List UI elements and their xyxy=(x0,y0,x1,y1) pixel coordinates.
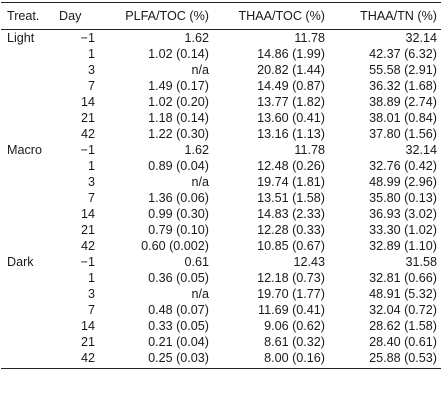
header-day: Day xyxy=(59,9,82,23)
cell-treat: Macro xyxy=(7,143,42,157)
cell-day: 1 xyxy=(87,271,95,285)
table-row xyxy=(1,142,441,158)
table-row xyxy=(1,78,441,94)
cell-day: 1 xyxy=(87,159,95,173)
cell-day: −1 xyxy=(80,143,95,157)
cell-day: 42 xyxy=(80,351,95,365)
cell-plfa-toc: 1.62 xyxy=(184,31,209,45)
table-row xyxy=(1,350,441,369)
cell-treat xyxy=(1,286,55,302)
cell-thaa-tn: 32.89 (1.10) xyxy=(369,239,437,253)
cell-plfa-toc: 0.21 (0.04) xyxy=(148,335,209,349)
cell-thaa-tn: 28.62 (1.58) xyxy=(369,319,437,333)
cell-thaa-tn: 48.99 (2.96) xyxy=(369,175,437,189)
cell-treat xyxy=(1,302,55,318)
table-row xyxy=(1,206,441,222)
cell-plfa-toc: 1.49 (0.17) xyxy=(148,79,209,93)
table-row xyxy=(1,254,441,270)
cell-day: 21 xyxy=(80,223,95,237)
cell-thaa-toc: 11.78 xyxy=(294,143,325,157)
cell-plfa-toc: 1.02 (0.20) xyxy=(148,95,209,109)
cell-plfa-toc: 1.22 (0.30) xyxy=(148,127,209,141)
cell-thaa-toc: 12.43 xyxy=(293,255,325,269)
cell-treat xyxy=(1,46,55,62)
cell-plfa-toc: 0.25 (0.03) xyxy=(148,351,209,365)
cell-treat xyxy=(1,190,55,206)
table-body xyxy=(1,30,441,369)
cell-plfa-toc: 0.48 (0.07) xyxy=(148,303,209,317)
table-row xyxy=(1,318,441,334)
table-row xyxy=(1,46,441,62)
cell-plfa-toc: 1.62 xyxy=(184,143,209,157)
cell-thaa-tn: 32.14 xyxy=(405,143,437,157)
table-row xyxy=(1,286,441,302)
cell-plfa-toc: 0.99 (0.30) xyxy=(148,207,209,221)
cell-thaa-toc: 8.00 (0.16) xyxy=(264,351,325,365)
cell-plfa-toc: 0.89 (0.04) xyxy=(148,159,209,173)
cell-thaa-toc: 12.18 (0.73) xyxy=(257,271,325,285)
cell-thaa-toc: 13.51 (1.58) xyxy=(257,191,325,205)
cell-thaa-toc: 12.48 (0.26) xyxy=(257,159,325,173)
cell-day: 42 xyxy=(80,239,95,253)
table-row xyxy=(1,270,441,286)
cell-thaa-tn: 35.80 (0.13) xyxy=(369,191,437,205)
cell-treat xyxy=(1,206,55,222)
cell-thaa-tn: 36.32 (1.68) xyxy=(369,79,437,93)
cell-day: 21 xyxy=(80,335,95,349)
cell-plfa-toc: n/a xyxy=(191,63,209,77)
bottom-rule-row xyxy=(1,369,441,370)
cell-thaa-tn: 28.40 (0.61) xyxy=(369,335,437,349)
cell-thaa-toc: 13.16 (1.13) xyxy=(257,127,325,141)
cell-treat xyxy=(1,318,55,334)
cell-day: 14 xyxy=(80,319,95,333)
bottom-rule xyxy=(1,369,441,370)
header-treat: Treat. xyxy=(7,9,40,23)
cell-plfa-toc: 1.18 (0.14) xyxy=(148,111,209,125)
cell-plfa-toc: 0.79 (0.10) xyxy=(148,223,209,237)
cell-treat xyxy=(1,174,55,190)
cell-day: 3 xyxy=(87,287,95,301)
table-row xyxy=(1,126,441,142)
cell-plfa-toc: 1.02 (0.14) xyxy=(148,47,209,61)
cell-day: 7 xyxy=(87,79,95,93)
cell-day: 3 xyxy=(87,175,95,189)
header-thaa-tn: THAA/TN (%) xyxy=(360,9,437,23)
cell-thaa-toc: 14.86 (1.99) xyxy=(257,47,325,61)
cell-treat xyxy=(1,62,55,78)
cell-thaa-toc: 14.83 (2.33) xyxy=(257,207,325,221)
table-row xyxy=(1,302,441,318)
cell-treat xyxy=(1,126,55,142)
cell-plfa-toc: n/a xyxy=(191,175,209,189)
table-row xyxy=(1,222,441,238)
cell-day: −1 xyxy=(80,255,95,269)
cell-treat xyxy=(1,350,55,369)
cell-thaa-toc: 13.77 (1.82) xyxy=(257,95,325,109)
table-row xyxy=(1,334,441,350)
cell-day: −1 xyxy=(80,31,95,45)
cell-thaa-tn: 38.01 (0.84) xyxy=(369,111,437,125)
cell-thaa-toc: 20.82 (1.44) xyxy=(257,63,325,77)
cell-day: 14 xyxy=(80,207,95,221)
table-row xyxy=(1,158,441,174)
cell-thaa-tn: 25.88 (0.53) xyxy=(369,351,437,365)
cell-thaa-tn: 32.76 (0.42) xyxy=(369,159,437,173)
cell-thaa-toc: 19.74 (1.81) xyxy=(257,175,325,189)
cell-plfa-toc: n/a xyxy=(191,287,209,301)
data-table xyxy=(1,2,441,369)
cell-thaa-tn: 31.58 xyxy=(405,255,437,269)
cell-plfa-toc: 0.36 (0.05) xyxy=(148,271,209,285)
cell-treat xyxy=(1,94,55,110)
cell-plfa-toc: 0.33 (0.05) xyxy=(148,319,209,333)
cell-day: 7 xyxy=(87,191,95,205)
cell-thaa-toc: 9.06 (0.62) xyxy=(264,319,325,333)
header-row xyxy=(1,3,441,30)
cell-thaa-tn: 37.80 (1.56) xyxy=(369,127,437,141)
table-row xyxy=(1,30,441,47)
cell-thaa-tn: 55.58 (2.91) xyxy=(369,63,437,77)
cell-treat xyxy=(1,238,55,254)
cell-treat xyxy=(1,158,55,174)
cell-thaa-toc: 19.70 (1.77) xyxy=(257,287,325,301)
cell-treat: Light xyxy=(7,31,35,45)
table-row xyxy=(1,238,441,254)
cell-thaa-toc: 11.78 xyxy=(294,31,325,45)
cell-plfa-toc: 1.36 (0.06) xyxy=(148,191,209,205)
cell-thaa-toc: 12.28 (0.33) xyxy=(257,223,325,237)
cell-day: 14 xyxy=(80,95,95,109)
cell-treat xyxy=(1,334,55,350)
cell-thaa-tn: 42.37 (6.32) xyxy=(369,47,437,61)
table-bottom-rule xyxy=(1,369,441,370)
header-plfa-toc: PLFA/TOC (%) xyxy=(125,9,209,23)
cell-thaa-toc: 14.49 (0.87) xyxy=(257,79,325,93)
table-row xyxy=(1,174,441,190)
cell-thaa-tn: 36.93 (3.02) xyxy=(369,207,437,221)
cell-treat: Dark xyxy=(7,255,34,269)
cell-day: 3 xyxy=(87,63,95,77)
cell-thaa-tn: 33.30 (1.02) xyxy=(369,223,437,237)
cell-thaa-tn: 32.14 xyxy=(405,31,437,45)
table-row xyxy=(1,94,441,110)
cell-thaa-toc: 13.60 (0.41) xyxy=(257,111,325,125)
cell-day: 7 xyxy=(87,303,95,317)
cell-treat xyxy=(1,110,55,126)
table-row xyxy=(1,190,441,206)
cell-treat xyxy=(1,222,55,238)
cell-thaa-toc: 10.85 (0.67) xyxy=(257,239,325,253)
table-header xyxy=(1,3,441,30)
header-thaa-toc: THAA/TOC (%) xyxy=(238,9,325,23)
cell-thaa-tn: 32.04 (0.72) xyxy=(369,303,437,317)
table-row xyxy=(1,110,441,126)
cell-day: 42 xyxy=(80,127,95,141)
cell-thaa-toc: 11.69 (0.41) xyxy=(258,303,325,317)
cell-thaa-toc: 8.61 (0.32) xyxy=(264,335,325,349)
cell-plfa-toc: 0.61 xyxy=(184,255,209,269)
table-row xyxy=(1,62,441,78)
cell-treat xyxy=(1,270,55,286)
cell-day: 21 xyxy=(80,111,95,125)
cell-treat xyxy=(1,78,55,94)
cell-plfa-toc: 0.60 (0.002) xyxy=(141,239,209,253)
cell-day: 1 xyxy=(87,47,95,61)
cell-thaa-tn: 38.89 (2.74) xyxy=(369,95,437,109)
cell-thaa-tn: 48.91 (5.32) xyxy=(369,287,437,301)
cell-thaa-tn: 32.81 (0.66) xyxy=(369,271,437,285)
